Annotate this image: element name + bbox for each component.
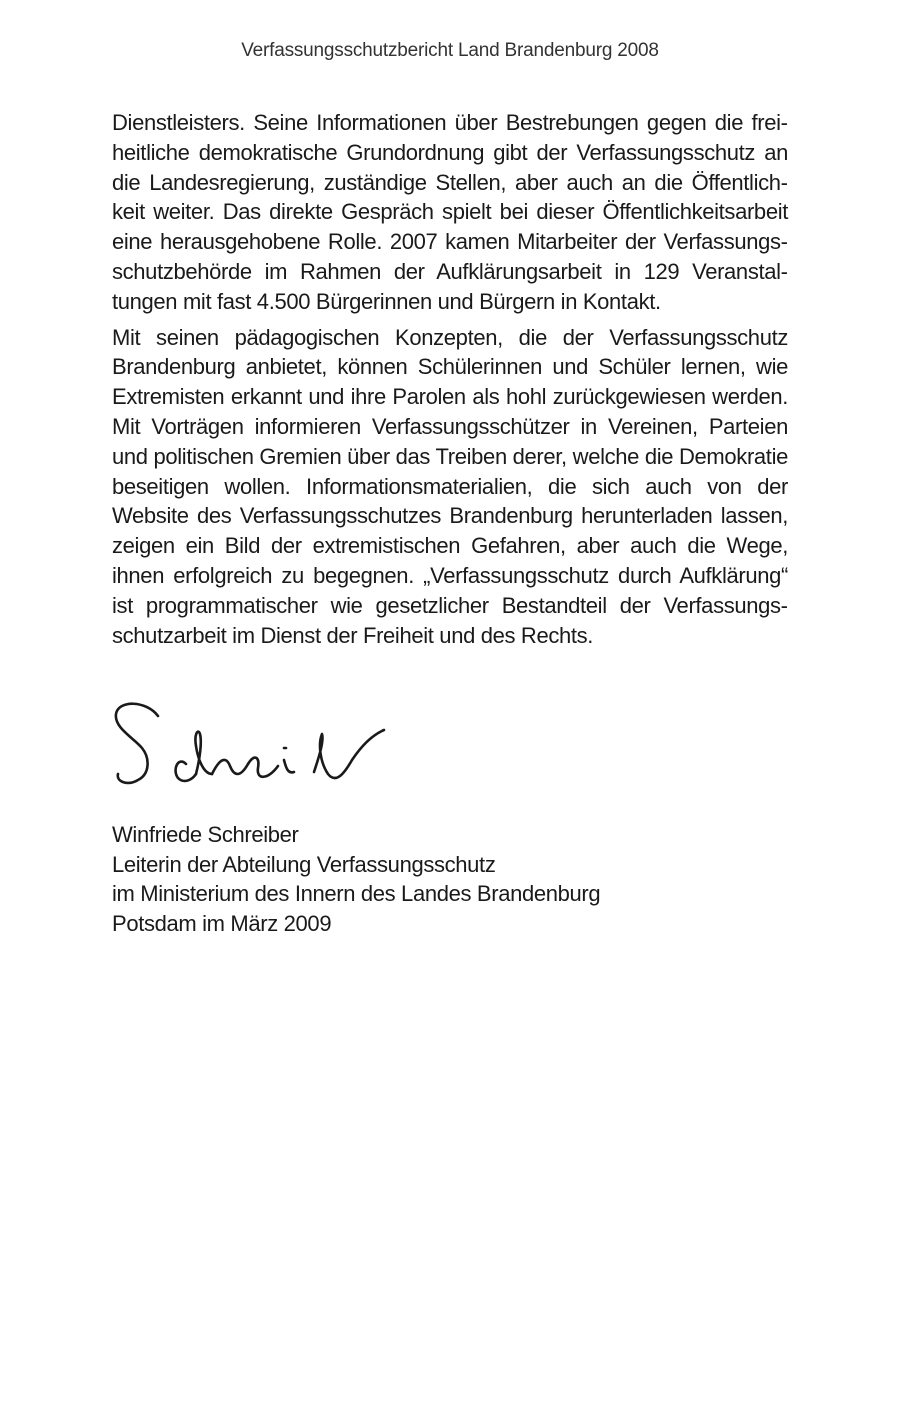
signer-position: Leiterin der Abteilung Verfassungsschutz [112,851,496,877]
paragraph-1: Dienstleisters. Seine Informationen über Bestrebungen gegen die freiheitliche demokratische Grundordnung gibt der Verfassungsschutz an die Landesregierung, zuständige Stellen, aber auch an die Öffentlichkeit weiter. Das direkte Gespräch spielt bei dieser Öffentlichkeitsarbeit eine herausgehobene Rolle. 2007 kamen Mitarbeiter der Verfassungsschutzbehörde im Rahmen der Aufklärungsarbeit in 129 Veranstaltungen mit fast 4.500 Bürgerinnen und Bürgern in Kontakt. [112,110,788,314]
paragraph-2: Mit seinen pädagogischen Konzepten, die der Verfassungsschutz Brandenburg anbietet, können Schülerinnen und Schüler lernen, wie Extremisten erkannt und ihre Parolen als hohl zurückgewiesen werden. Mit Vorträgen informieren Verfassungsschützer in Vereinen, Parteien und politischen Gremien über das Treiben derer, welche die Demokratie beseitigen wollen. Informationsmaterialien, die sich auch von der Website des Verfassungsschutzes Brandenburg herunterladen lassen, zeigen ein Bild der extremistischen Gefahren, aber auch die Wege, ihnen erfolgreich zu begegnen. „Verfassungsschutz durch Aufklärung“ ist programmatischer wie gesetzlicher Bestandteil der Verfassungsschutzarbeit im Dienst der Freiheit und des Rechts. [112,324,788,648]
signer-ministry: im Ministerium des Innern des Landes Brandenburg [112,881,601,907]
place-date: Potsdam im März 2009 [112,910,332,936]
handwritten-signature [108,694,398,804]
running-header: Verfassungsschutzbericht Land Brandenburg 2008 [241,40,659,61]
body-text [112,108,788,656]
signer-name: Winfriede Schreiber [112,822,299,847]
signoff-block [112,820,788,938]
